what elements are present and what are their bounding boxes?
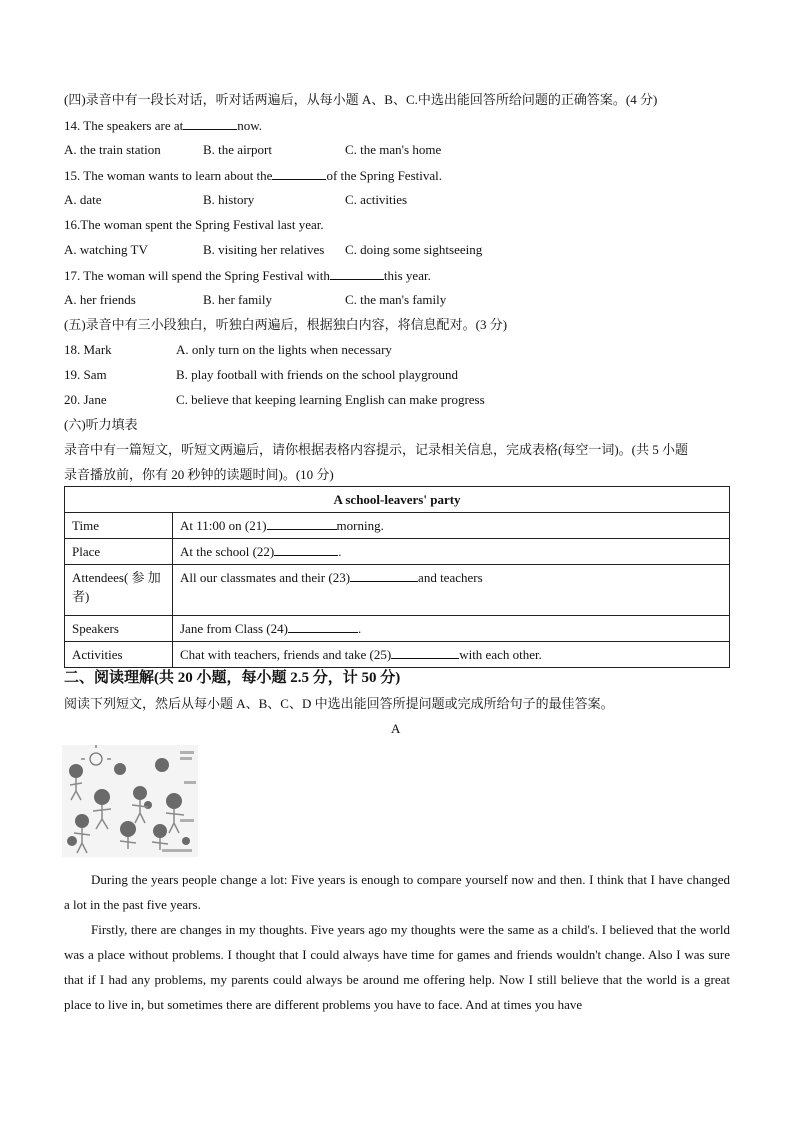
answer-blank[interactable] — [272, 167, 326, 180]
option-16c[interactable]: C. doing some sightseeing — [345, 242, 483, 257]
table-row-activities — [65, 642, 730, 668]
table-row-speakers — [65, 616, 730, 642]
row-text: All our classmates and their (23) — [180, 570, 351, 585]
row-label: Activities — [65, 642, 173, 668]
passage-label: A — [391, 721, 401, 736]
table-row-time — [65, 513, 730, 539]
row-text: Jane from Class (24) — [180, 621, 288, 636]
part4-heading: (四)录音中有一段长对话，听对话两遍后，从每小题 A、B、C.中选出能回答所给问题的正确答案。(4 分) — [64, 92, 658, 107]
row-text-end: and teachers — [418, 570, 483, 585]
option-15a[interactable]: A. date — [64, 192, 102, 207]
row-text: Chat with teachers, friends and take (25) — [180, 647, 392, 662]
row-content — [173, 642, 730, 668]
passage-paragraph-1: During the years people change a lot: Five years is enough to compare yourself now and then. I think that I have changed a lot in the past five years. — [64, 872, 730, 912]
question-17 — [64, 267, 431, 284]
option-14a[interactable]: A. the train station — [64, 142, 161, 157]
part6-heading: (六)听力填表 — [64, 417, 138, 432]
match-item-20: 20. Jane — [64, 392, 107, 407]
blank-21[interactable] — [267, 517, 337, 530]
match-option-a[interactable]: A. only turn on the lights when necessary — [176, 342, 392, 357]
row-text-end: . — [338, 544, 342, 559]
option-14b[interactable]: B. the airport — [203, 142, 272, 157]
row-label: Place — [65, 539, 173, 565]
row-content — [173, 513, 730, 539]
table-row-attendees — [65, 565, 730, 616]
question-text-end: of the Spring Festival. — [326, 168, 442, 183]
option-17a[interactable]: A. her friends — [64, 292, 136, 307]
passage-paragraph-2: Firstly, there are changes in my thoughts. Five years ago my thoughts were the same as a child's. I believed that the world was a place without problems. I thought that I could always have time for games and friends wouldn't change. Also I was sure that if I had any problems, my parents could always be around me offering help. Now I still believe that the world is a great place to live in, but sometimes there are different problems you have to face. And at times you have — [64, 922, 730, 1012]
option-15b[interactable]: B. history — [203, 192, 255, 207]
option-17b[interactable]: B. her family — [203, 292, 272, 307]
question-text-end: now. — [237, 118, 263, 133]
row-label: Attendees( 参 加 者) — [65, 565, 173, 616]
table-title: A school-leavers' party — [65, 487, 730, 513]
listening-table — [64, 486, 730, 668]
question-text: 15. The woman wants to learn about the — [64, 168, 273, 183]
section2-instruction: 阅读下列短文，然后从每小题 A、B、C、D 中选出能回答所提问题或完成所给句子的最佳答案。 — [64, 696, 614, 711]
answer-blank[interactable] — [330, 267, 384, 280]
question-14 — [64, 117, 262, 134]
row-text-end: . — [357, 621, 362, 636]
match-option-b[interactable]: B. play football with friends on the school playground — [176, 367, 458, 382]
part6-instruction-line1: 录音中有一篇短文，听短文两遍后，请你根据表格内容提示，记录相关信息，完成表格(每空一词)。(共 5 小题 — [64, 442, 688, 457]
row-content — [173, 565, 730, 616]
answer-blank[interactable] — [183, 117, 237, 130]
row-text-end: with each other. — [459, 647, 542, 662]
question-16: 16.The woman spent the Spring Festival last year. — [64, 217, 324, 232]
match-item-19: 19. Sam — [64, 367, 107, 382]
question-text-end: this year. — [383, 268, 431, 283]
question-text: 14. The speakers are at — [64, 118, 184, 133]
row-text: At the school (22) — [180, 544, 275, 559]
row-label: Speakers — [65, 616, 173, 642]
blank-24[interactable] — [288, 620, 358, 633]
row-text-end: morning. — [336, 518, 384, 533]
option-15c[interactable]: C. activities — [345, 192, 408, 207]
question-15 — [64, 167, 442, 184]
match-option-c[interactable]: C. believe that keeping learning English can make progress — [176, 392, 485, 407]
option-17c[interactable]: C. the man's family — [345, 292, 447, 307]
row-content — [173, 616, 730, 642]
row-content — [173, 539, 730, 565]
option-16a[interactable]: A. watching TV — [64, 242, 148, 257]
part5-heading: (五)录音中有三小段独白，听独白两遍后，根据独白内容，将信息配对。(3 分) — [64, 317, 508, 332]
option-14c[interactable]: C. the man's home — [345, 142, 442, 157]
option-16b[interactable]: B. visiting her relatives — [203, 242, 325, 257]
blank-22[interactable] — [274, 543, 338, 556]
question-text: 17. The woman will spend the Spring Festival with — [64, 268, 330, 283]
row-label: Time — [65, 513, 173, 539]
section2-heading: 二、阅读理解(共 20 小题，每小题 2.5 分，计 50 分) — [64, 670, 401, 686]
match-item-18: 18. Mark — [64, 342, 112, 357]
blank-25[interactable] — [391, 646, 459, 659]
blank-23[interactable] — [350, 569, 418, 582]
children-drawing-image — [62, 745, 198, 857]
table-row-place — [65, 539, 730, 565]
row-text: At 11:00 on (21) — [180, 518, 267, 533]
part6-instruction-line2: 录音播放前，你有 20 秒钟的读题时间)。(10 分) — [64, 467, 334, 482]
